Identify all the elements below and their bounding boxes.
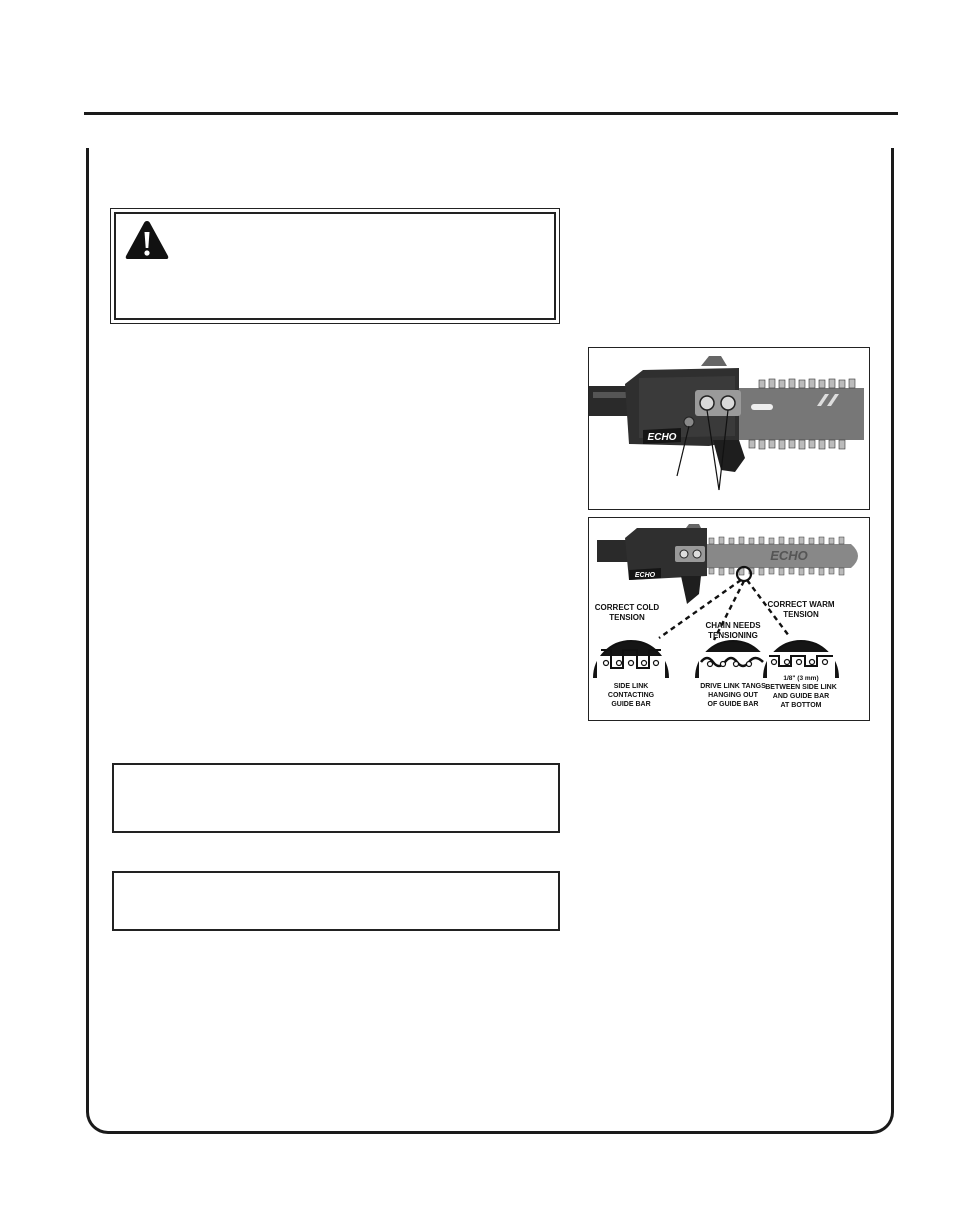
figure-chain-adjuster (588, 347, 870, 510)
echo-logo: ECHO (647, 432, 677, 443)
needs-desc-line3: OF GUIDE BAR (707, 701, 759, 708)
warm-tension-circle (764, 641, 838, 678)
needs-tension-circle (696, 641, 770, 678)
warm-desc-line2: BETWEEN SIDE LINK (765, 684, 837, 691)
note-box-2 (112, 871, 560, 931)
needs-desc-line1: DRIVE LINK TANGS (700, 683, 766, 690)
cold-desc-line3: GUIDE BAR (611, 701, 651, 708)
bar-logo: ECHO (770, 548, 808, 563)
warm-title-line2: TENSION (783, 610, 819, 619)
chain-links-bottom (749, 440, 845, 449)
cold-title-line1: CORRECT COLD (594, 603, 660, 612)
warm-title-line1: CORRECT WARM (767, 600, 835, 609)
header-rule (84, 112, 898, 115)
cold-desc-line1: SIDE LINK (613, 683, 649, 690)
housing-logo: ECHO (634, 572, 656, 579)
cold-tension-circle (594, 641, 668, 678)
warning-box (110, 208, 560, 324)
note-box-1 (112, 763, 560, 833)
cold-desc-line2: CONTACTING (607, 692, 655, 699)
figure-chain-tension (588, 517, 870, 721)
warning-box-inner (114, 212, 556, 320)
chain-links-top (759, 379, 855, 388)
cold-title-line2: TENSION (609, 613, 645, 622)
warm-desc-line3: AND GUIDE BAR (772, 693, 830, 700)
warm-desc-line4: AT BOTTOM (780, 702, 822, 709)
needs-title-line2: TENSIONING (708, 631, 758, 640)
warm-desc-line1: 1/8" (3 mm) (783, 675, 819, 682)
needs-desc-line2: HANGING OUT (708, 692, 758, 699)
needs-title-line1: CHAIN NEEDS (705, 621, 761, 630)
warning-triangle-icon (124, 219, 170, 261)
